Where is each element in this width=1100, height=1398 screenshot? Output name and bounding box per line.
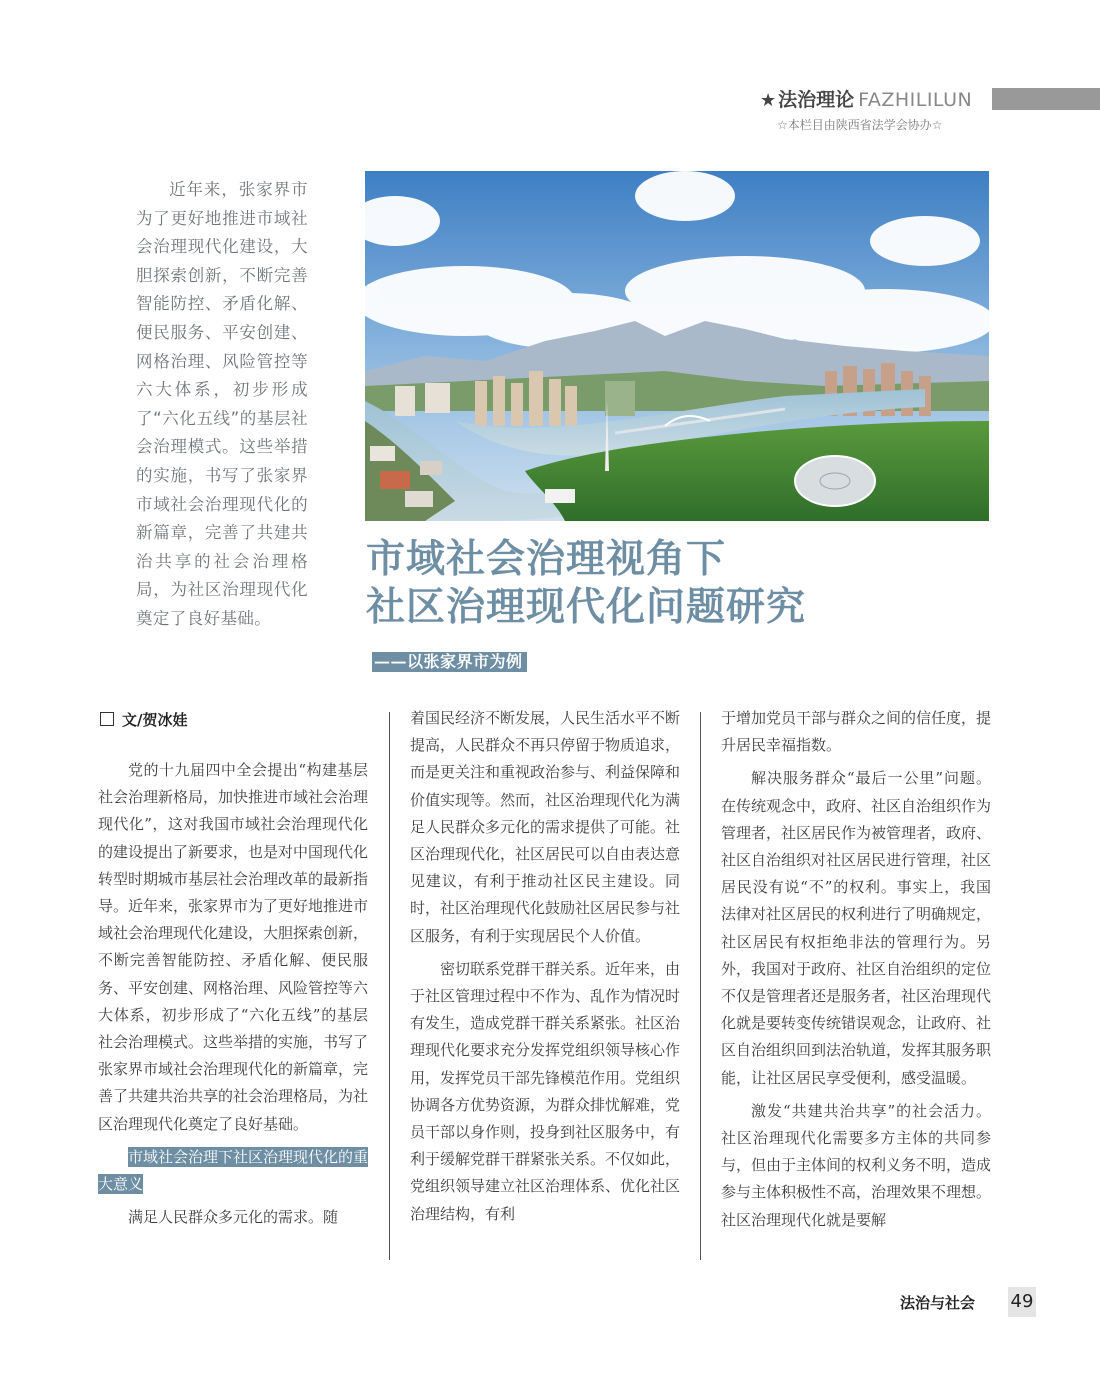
page-number: 49	[1008, 1287, 1036, 1317]
body-paragraph: 党的十九届四中全会提出“构建基层社会治理新格局，加快推进市域社会治理现代化”，这对我国市域社会治理现代化的建设提出了新要求，也是对中国现代化转型时期城市基层社会治理改革的最新指导。近年来，张家界市为了更好地推进市域社会治理现代化建设，大胆探索创新，不断完善智能防控、矛盾化解、便民服务、平安创建、网格治理、风险管控等六大体系，初步形成了“六化五线”的基层社会治理模式。这些举措的实施，书写了张家界市域社会治理现代化的新篇章，完善了共建共治共享的社会治理格局，为社区治理现代化奠定了良好基础。	[98, 761, 369, 1133]
body-paragraph: 着国民经济不断发展，人民生活水平不断提高，人民群众不再只停留于物质追求，而是更关注和重视政治参与、利益保障和价值实现等。然而，社区治理现代化为满足人民群众多元化的需求提供了可能。社区治理现代化，社区居民可以自由表达意见建议，有利于推动社区民主建设。同时，社区治理现代化鼓励社区居民参与社区服务，有利于实现居民个人价值。	[410, 709, 681, 945]
article-title-line-1: 市域社会治理视角下	[366, 537, 727, 582]
body-paragraph: 满足人民群众多元化的需求。随	[128, 1207, 339, 1226]
city-landscape-photo	[365, 171, 989, 521]
body-column-2	[410, 705, 680, 1228]
column-name-pinyin: FAZHILILUN	[858, 89, 973, 111]
column-name: 法治理论	[778, 89, 855, 111]
body-paragraph: 激发“共建共治共享”的社会活力。社区治理现代化需要多方主体的共同参与，但由于主体间的权利义务不明，造成参与主体积极性不高，治理效果不理想。社区治理现代化就是要解	[721, 1101, 992, 1229]
star-icon: ★	[760, 90, 777, 111]
column-divider	[700, 712, 701, 1260]
intro-summary: 近年来，张家界市为了更好地推进市域社会治理现代化建设，大胆探索创新，不断完善智能防控、矛盾化解、便民服务、平安创建、网格治理、风险管控等六大体系，初步形成了“六化五线”的基层社会治理模式。这些举措的实施，书写了张家界市域社会治理现代化的新篇章，完善了共建共治共享的社会治理格局，为社区治理现代化奠定了良好基础。	[136, 180, 308, 628]
article-title	[366, 536, 806, 632]
section-heading-text: 市域社会治理下社区治理现代化的重大意义	[98, 1147, 369, 1193]
column-header	[760, 86, 972, 114]
article-title-line-2: 社区治理现代化问题研究	[366, 585, 807, 630]
body-column-1	[98, 757, 368, 1231]
section-heading	[98, 1144, 368, 1198]
article-subtitle: ——以张家界市为例	[372, 652, 527, 672]
author-byline	[100, 709, 187, 730]
body-column-3	[721, 705, 991, 1234]
body-paragraph: 解决服务群众“最后一公里”问题。在传统观念中，政府、社区自治组织作为管理者，社区居民作为被管理者，政府、社区自治组织对社区居民进行管理，社区居民没有说“不”的权利。事实上，我国法律对社区居民的权利进行了明确规定，社区居民有权拒绝非法的管理行为。另外，我国对于政府、社区自治组织的定位不仅是管理者还是服务者，社区治理现代化就是要转变传统错误观念，让政府、社区自治组织回到法治轨道，发挥其服务职能，让社区居民享受便利，感受温暖。	[721, 769, 992, 1087]
magazine-name: 法治与社会	[900, 1294, 976, 1312]
city-river-landscape-icon	[365, 171, 989, 521]
column-sponsor: ☆本栏目由陕西省法学会协办☆	[777, 118, 943, 132]
column-divider	[389, 712, 390, 1260]
square-bullet-icon	[100, 712, 114, 726]
body-paragraph: 于增加党员干部与群众之间的信任度，提升居民幸福指数。	[721, 709, 992, 755]
header-bar	[992, 88, 1100, 110]
body-paragraph: 密切联系党群干群关系。近年来，由于社区管理过程中不作为、乱作为情况时有发生，造成党群干群关系紧张。社区治理现代化要求充分发挥党组织领导核心作用，发挥党员干部先锋模范作用。党组织协调各方优势资源，为群众排忧解难，党员干部以身作则，投身到社区服务中，有利于缓解党群干群紧张关系。不仅如此，党组织领导建立社区治理体系、优化社区治理结构，有利	[410, 959, 681, 1223]
author-name: 文/贺冰娃	[122, 711, 188, 729]
